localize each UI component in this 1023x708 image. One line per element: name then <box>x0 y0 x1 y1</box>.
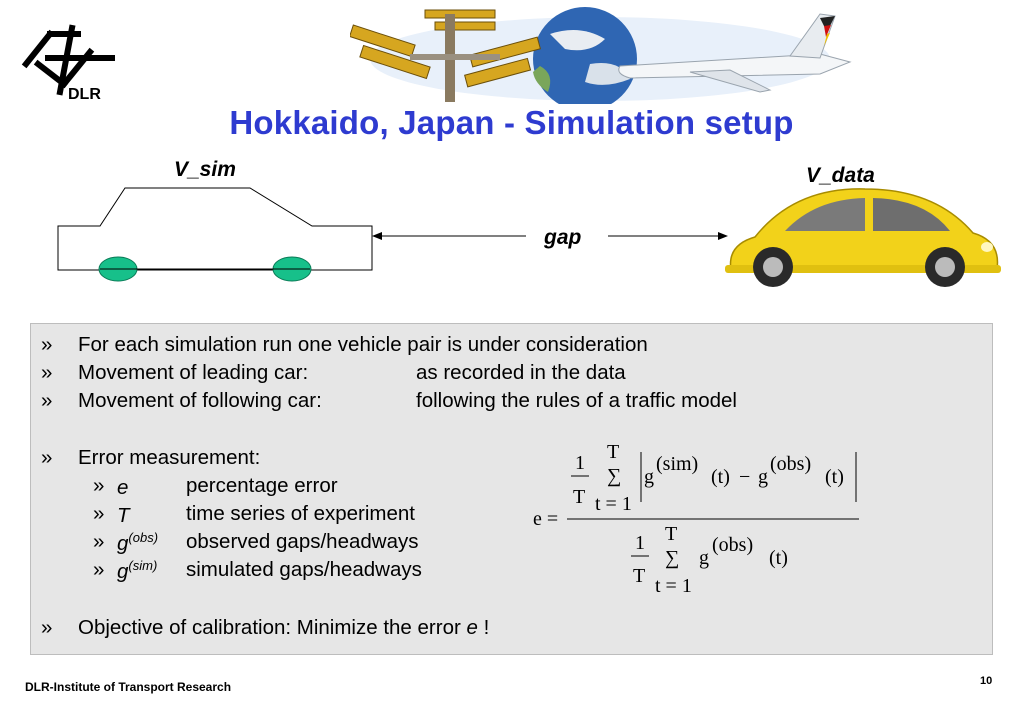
page-title: Hokkaido, Japan - Simulation setup <box>229 104 794 141</box>
sum-symbol: ∑ <box>607 465 622 487</box>
svg-text:(sim): (sim) <box>656 453 699 475</box>
footer-text: DLR-Institute of Transport Research <box>25 680 232 694</box>
svg-text:T: T <box>633 565 646 587</box>
svg-text:(t): (t) <box>711 466 730 488</box>
svg-text:t = 1: t = 1 <box>595 493 632 515</box>
svg-text:t = 1: t = 1 <box>655 575 692 597</box>
error-formula <box>527 438 867 600</box>
gap-arrows <box>370 226 730 246</box>
svg-text:T: T <box>573 486 586 508</box>
page-number: 10 <box>980 675 993 687</box>
svg-text:(obs): (obs) <box>770 453 812 475</box>
sum-symbol: ∑ <box>665 547 680 569</box>
svg-text:−: − <box>739 466 751 488</box>
formula-lhs: e = <box>533 508 559 530</box>
v-sim-label: V_sim <box>174 158 236 181</box>
svg-text:1: 1 <box>575 452 585 474</box>
dlr-logo <box>20 22 120 104</box>
svg-text:g: g <box>644 466 654 488</box>
sim-car-outline <box>50 180 380 290</box>
gap-label: gap <box>544 226 582 249</box>
svg-text:T: T <box>665 523 678 545</box>
svg-text:(obs): (obs) <box>712 534 754 556</box>
v-data-label: V_data <box>806 164 875 187</box>
yellow-car-image <box>725 185 1005 290</box>
svg-text:g: g <box>699 547 709 569</box>
svg-text:g: g <box>758 466 768 488</box>
content-box: » For each simulation run one vehicle pair is under consideration » Movement of leading car: as recorded in the data » Movement of following car: following the rules of a traffic model » Error measurement: » e percentage error » T time series of experiment » $g^{(obs)}$ observed gaps/headways » $g^{(sim)}$ simulated gaps/headways » Objective of calibration: Minimize the error e ! e = 1 T T ∑ t = 1 g (sim) (t) − g (obs) (t) 1 T T ∑ t = 1 g (obs) (t) <box>30 323 993 655</box>
header-banner-image <box>350 4 880 104</box>
svg-text:(t): (t) <box>825 466 844 488</box>
svg-text:T: T <box>607 441 620 463</box>
svg-text:1: 1 <box>635 532 645 554</box>
logo-text: DLR <box>68 86 101 103</box>
svg-text:(t): (t) <box>769 547 788 569</box>
